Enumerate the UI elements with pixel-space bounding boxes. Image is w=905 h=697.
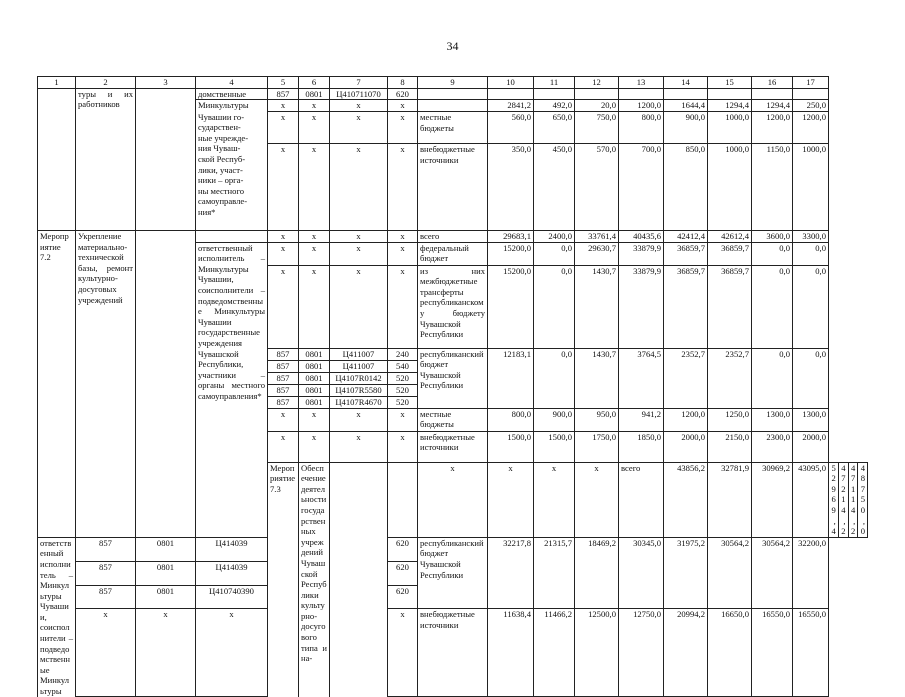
code-cell: x (268, 230, 299, 242)
code-cell: 620 (388, 561, 418, 585)
code-cell: x (388, 431, 418, 462)
value-cell: 2000,0 (664, 431, 708, 462)
code-cell: x (76, 609, 136, 697)
value-cell (488, 88, 534, 100)
executor-line: самоуправле- (198, 196, 248, 207)
column-number: 10 (488, 77, 534, 89)
value-cell (619, 88, 664, 100)
value-cell: 0,0 (752, 348, 793, 408)
value-cell: 1850,0 (619, 431, 664, 462)
value-cell: 1500,0 (534, 431, 575, 462)
code-cell: x (268, 143, 299, 230)
value-cell: 32200,0 (793, 537, 829, 609)
value-cell: 16550,0 (752, 609, 793, 697)
value-cell: 941,2 (619, 408, 664, 431)
value-cell: 12183,1 (488, 348, 534, 408)
value-cell: 36859,7 (708, 242, 752, 265)
value-cell: 450,0 (534, 143, 575, 230)
value-cell: 32217,8 (488, 537, 534, 609)
source-cell (418, 88, 488, 100)
value-cell (534, 88, 575, 100)
value-cell: 11466,2 (534, 609, 575, 697)
value-cell: 0,0 (752, 265, 793, 348)
code-cell: 240 (388, 348, 418, 360)
value-cell: 30564,2 (752, 537, 793, 609)
code-cell: 520 (388, 384, 418, 396)
executor-line: ны местного (198, 185, 245, 196)
value-cell: 33879,9 (619, 265, 664, 348)
value-cell: 12750,0 (619, 609, 664, 697)
executor-line: сударствен- (198, 122, 241, 133)
value-cell: 2400,0 (534, 230, 575, 242)
value-cell (664, 88, 708, 100)
value-cell: 3764,5 (619, 348, 664, 408)
value-cell: 1200,0 (793, 112, 829, 144)
code-cell: 540 (388, 360, 418, 372)
value-cell: 700,0 (619, 143, 664, 230)
value-cell: 0,0 (793, 265, 829, 348)
code-cell: 0801 (299, 348, 330, 360)
executor-cell (196, 100, 268, 112)
value-cell: 0,0 (793, 242, 829, 265)
column-number: 7 (330, 77, 388, 89)
value-cell: 1000,0 (793, 143, 829, 230)
value-cell (793, 88, 829, 100)
source-cell: внебюджетные источники (418, 609, 488, 697)
event-name-cell: Обеспечение деятельности государственных учреждений Чувашской Республики культурно-досугового типа и на- (299, 462, 330, 697)
source-cell: республиканский бюджет Чувашской Республики (418, 537, 488, 609)
value-cell: 40435,6 (619, 230, 664, 242)
value-cell: 11638,4 (488, 609, 534, 697)
code-cell: x (330, 265, 388, 348)
code-cell: x (299, 242, 330, 265)
column-number: 4 (196, 77, 268, 89)
empty-cell (330, 462, 388, 697)
value-cell: 250,0 (793, 100, 829, 112)
value-cell: 29683,1 (488, 230, 534, 242)
code-cell: x (268, 431, 299, 462)
code-cell: x (268, 100, 299, 112)
code-cell: x (330, 143, 388, 230)
code-cell: x (388, 408, 418, 431)
value-cell: 21315,7 (534, 537, 575, 609)
code-cell: x (388, 265, 418, 348)
code-cell: x (268, 408, 299, 431)
value-cell: 15200,0 (488, 265, 534, 348)
value-cell: 1300,0 (793, 408, 829, 431)
code-cell: x (330, 112, 388, 144)
code-cell: 0801 (136, 537, 196, 561)
value-cell: 20994,2 (664, 609, 708, 697)
value-cell: 48750,0 (858, 462, 868, 537)
value-cell: 16650,0 (708, 609, 752, 697)
value-cell: 850,0 (664, 143, 708, 230)
code-cell: x (534, 462, 575, 537)
value-cell: 42612,4 (708, 230, 752, 242)
value-cell: 1000,0 (708, 143, 752, 230)
column-number: 14 (664, 77, 708, 89)
executor-cell: ответственный исполнитель – Минкультуры Чувашии, соисполнители – подведомственные Минкультуры Чувашии государственные учреждения Чувашской Республики, участники – органы местного самоуправления* (196, 242, 268, 537)
value-cell: 1200,0 (619, 100, 664, 112)
code-cell: 857 (76, 585, 136, 609)
code-cell: 857 (268, 360, 299, 372)
value-cell: 30345,0 (619, 537, 664, 609)
value-cell: 36859,7 (664, 242, 708, 265)
value-cell: 800,0 (488, 408, 534, 431)
code-cell: x (136, 609, 196, 697)
executor-cell: ответственный исполнитель – Минкультуры Чувашии, соисполнители – подведомственные Минкультуры (38, 537, 76, 696)
executor-cell (196, 112, 268, 144)
value-cell: 1500,0 (488, 431, 534, 462)
column-number: 1 (38, 77, 76, 89)
code-cell: x (299, 230, 330, 242)
value-cell: 800,0 (619, 112, 664, 144)
value-cell: 47114,2 (848, 462, 858, 537)
column-number: 15 (708, 77, 752, 89)
column-number: 16 (752, 77, 793, 89)
value-cell: 900,0 (664, 112, 708, 144)
value-cell: 30564,2 (708, 537, 752, 609)
code-cell: x (488, 462, 534, 537)
value-cell: 2352,7 (708, 348, 752, 408)
value-cell: 43095,0 (793, 462, 829, 537)
executor-cell (196, 230, 268, 242)
source-cell: внебюджетные источники (418, 431, 488, 462)
column-number: 6 (299, 77, 330, 89)
code-cell: x (388, 100, 418, 112)
code-cell: 0801 (299, 372, 330, 384)
code-cell: Ц414039 (196, 537, 268, 561)
source-cell: всего (418, 230, 488, 242)
value-cell: 18469,2 (575, 537, 619, 609)
value-cell: 33879,9 (619, 242, 664, 265)
header-row (38, 77, 868, 89)
value-cell: 570,0 (575, 143, 619, 230)
executor-line: ники – орга- (198, 175, 244, 186)
code-cell: 857 (268, 88, 299, 100)
code-cell: x (330, 431, 388, 462)
column-number: 12 (575, 77, 619, 89)
event-name-cell: туры и их работников (76, 88, 136, 230)
value-cell: 650,0 (534, 112, 575, 144)
executor-cell (388, 462, 418, 537)
code-cell: 0801 (299, 396, 330, 408)
executor-cell (196, 143, 268, 230)
value-cell: 1644,4 (664, 100, 708, 112)
code-cell: 520 (388, 396, 418, 408)
value-cell: 2150,0 (708, 431, 752, 462)
source-cell: местные бюджеты (418, 112, 488, 144)
event-number-cell: Мероприятие 7.2 (38, 230, 76, 537)
code-cell: Ц4107R5580 (330, 384, 388, 396)
code-cell: x (299, 143, 330, 230)
executor-line: ния Чуваш- (198, 143, 241, 154)
code-cell: Ц4107R0142 (330, 372, 388, 384)
code-cell: x (268, 265, 299, 348)
code-cell: x (299, 431, 330, 462)
code-cell: 620 (388, 88, 418, 100)
executor-line: ния* (198, 207, 216, 218)
value-cell: 2841,2 (488, 100, 534, 112)
source-cell: республиканский бюджет Чувашской Республики (418, 348, 488, 408)
value-cell: 31975,2 (664, 537, 708, 609)
source-cell: внебюджетные источники (418, 143, 488, 230)
code-cell: x (388, 609, 418, 697)
column-number: 3 (136, 77, 196, 89)
code-cell: Ц4107R4670 (330, 396, 388, 408)
value-cell: 0,0 (752, 242, 793, 265)
value-cell: 0,0 (534, 242, 575, 265)
source-cell: всего (619, 462, 664, 537)
code-cell: Ц411007 (330, 360, 388, 372)
page-number: 34 (446, 39, 459, 53)
value-cell: 1300,0 (752, 408, 793, 431)
value-cell: 1200,0 (752, 112, 793, 144)
code-cell: Ц410740390 (196, 585, 268, 609)
event-number-cell: Мероприятие 7.3 (268, 462, 299, 697)
value-cell: 950,0 (575, 408, 619, 431)
executor-line: ные учрежде- (198, 132, 249, 143)
code-cell: 0801 (136, 585, 196, 609)
value-cell: 1250,0 (708, 408, 752, 431)
column-number: 2 (76, 77, 136, 89)
table-body (38, 77, 868, 697)
code-cell: Ц410711070 (330, 88, 388, 100)
code-cell: 857 (268, 396, 299, 408)
table-row (38, 88, 868, 100)
value-cell: 0,0 (793, 348, 829, 408)
code-cell: 620 (388, 537, 418, 561)
value-cell: 1294,4 (708, 100, 752, 112)
code-cell: 520 (388, 372, 418, 384)
column-number: 8 (388, 77, 418, 89)
value-cell: 36859,7 (664, 265, 708, 348)
code-cell: x (330, 100, 388, 112)
source-cell: федеральный бюджет (418, 242, 488, 265)
code-cell: x (388, 143, 418, 230)
source-cell: местные бюджеты (418, 408, 488, 431)
value-cell: 43856,2 (664, 462, 708, 537)
code-cell: Ц411007 (330, 348, 388, 360)
code-cell: 857 (76, 561, 136, 585)
value-cell: 33761,4 (575, 230, 619, 242)
value-cell: 1000,0 (708, 112, 752, 144)
source-cell: из них межбюджетные трансферты республиканскому бюджету Чувашской Республики (418, 265, 488, 348)
value-cell: 42412,4 (664, 230, 708, 242)
code-cell: x (268, 112, 299, 144)
value-cell: 492,0 (534, 100, 575, 112)
value-cell: 0,0 (534, 265, 575, 348)
column-number: 17 (793, 77, 829, 89)
table-row (38, 230, 868, 242)
code-cell: x (299, 100, 330, 112)
executor-line: Чувашии го- (198, 111, 245, 122)
value-cell: 750,0 (575, 112, 619, 144)
executor-line: лики, участ- (198, 164, 243, 175)
code-cell: x (575, 462, 619, 537)
executor-line: Минкультуры (198, 100, 249, 111)
code-cell: x (330, 230, 388, 242)
table-row (38, 537, 868, 561)
executor-line: ской Респуб- (198, 154, 246, 165)
code-cell: 0801 (136, 561, 196, 585)
code-cell: 0801 (299, 88, 330, 100)
value-cell: 52969,4 (829, 462, 839, 537)
event-name-cell: Укрепление материально-технической базы, ремонт культурно-досуговых учреждений (76, 230, 136, 537)
code-cell: 857 (268, 348, 299, 360)
value-cell: 1294,4 (752, 100, 793, 112)
code-cell: 0801 (299, 360, 330, 372)
column-number: 11 (534, 77, 575, 89)
code-cell: x (268, 242, 299, 265)
column-number: 9 (418, 77, 488, 89)
value-cell: 900,0 (534, 408, 575, 431)
column-number: 13 (619, 77, 664, 89)
value-cell: 12500,0 (575, 609, 619, 697)
code-cell: 857 (268, 372, 299, 384)
value-cell: 560,0 (488, 112, 534, 144)
empty-cell (136, 230, 196, 537)
value-cell: 32781,9 (708, 462, 752, 537)
value-cell: 2352,7 (664, 348, 708, 408)
table-row (38, 609, 868, 697)
value-cell: 2000,0 (793, 431, 829, 462)
value-cell (752, 88, 793, 100)
budget-table (37, 76, 868, 697)
code-cell: x (330, 242, 388, 265)
value-cell: 2300,0 (752, 431, 793, 462)
value-cell: 47214,2 (838, 462, 848, 537)
code-cell: x (299, 265, 330, 348)
value-cell: 16550,0 (793, 609, 829, 697)
value-cell: 1430,7 (575, 348, 619, 408)
code-cell: x (388, 230, 418, 242)
event-number-cell (38, 88, 76, 230)
value-cell: 1430,7 (575, 265, 619, 348)
code-cell: 857 (268, 384, 299, 396)
source-cell (418, 100, 488, 112)
code-cell: x (299, 408, 330, 431)
code-cell: x (330, 408, 388, 431)
value-cell: 1200,0 (664, 408, 708, 431)
code-cell: 620 (388, 585, 418, 609)
code-cell: Ц414039 (196, 561, 268, 585)
value-cell: 3600,0 (752, 230, 793, 242)
code-cell: 0801 (299, 384, 330, 396)
code-cell: x (299, 112, 330, 144)
code-cell: x (196, 609, 268, 697)
code-cell: x (388, 242, 418, 265)
value-cell: 36859,7 (708, 265, 752, 348)
code-cell: 857 (76, 537, 136, 561)
value-cell (708, 88, 752, 100)
value-cell: 350,0 (488, 143, 534, 230)
code-cell: x (388, 112, 418, 144)
code-cell: x (418, 462, 488, 537)
value-cell: 20,0 (575, 100, 619, 112)
value-cell: 29630,7 (575, 242, 619, 265)
value-cell (575, 88, 619, 100)
value-cell: 1750,0 (575, 431, 619, 462)
value-cell: 0,0 (534, 348, 575, 408)
executor-cell: домственные (196, 88, 268, 100)
value-cell: 15200,0 (488, 242, 534, 265)
value-cell: 1150,0 (752, 143, 793, 230)
value-cell: 3300,0 (793, 230, 829, 242)
empty-cell (136, 88, 196, 230)
value-cell: 30969,2 (752, 462, 793, 537)
column-number: 5 (268, 77, 299, 89)
